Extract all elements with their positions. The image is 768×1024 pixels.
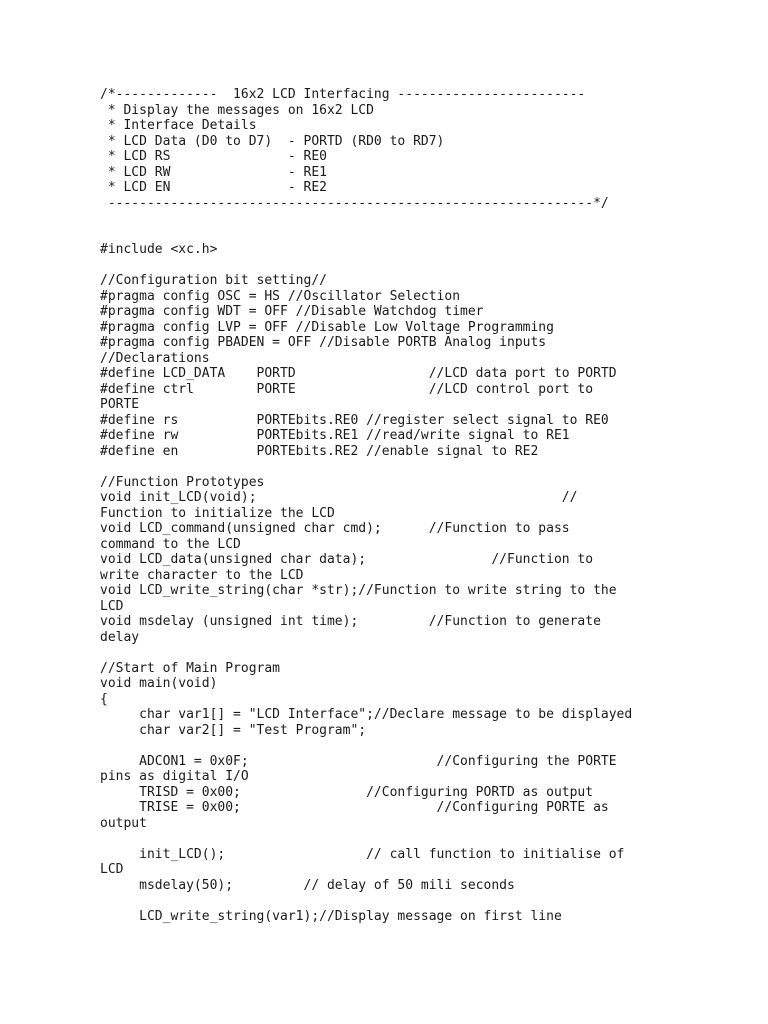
code-line: #pragma config PBADEN = OFF //Disable PORTB Analog inputs [100, 335, 547, 350]
code-line: * Interface Details [100, 118, 257, 133]
code-line: void LCD_data(unsigned char data); //Function to [100, 552, 594, 567]
code-line: #pragma config OSC = HS //Oscillator Selection [100, 288, 461, 304]
code-line: #pragma config WDT = OFF //Disable Watchdog timer [100, 304, 484, 319]
code-line: void main(void) [100, 676, 218, 691]
code-line: * LCD RW - RE1 [100, 164, 327, 180]
code-line: LCD [100, 598, 124, 614]
code-line [100, 258, 740, 274]
code-line: pins as digital I/O [100, 769, 249, 784]
code-line: char var2[] = "Test Program"; [100, 722, 367, 738]
code-line: #define ctrl PORTE //LCD control port to [100, 381, 594, 397]
code-line: /*------------- 16x2 LCD Interfacing ------------------------ [100, 87, 586, 102]
code-line: --------------------------------------------------------------*/ [100, 195, 609, 211]
code-line: //Configuration bit setting// [100, 273, 327, 288]
code-line: //Declarations [100, 350, 210, 366]
code-line: msdelay(50); // delay of 50 mili seconds [100, 877, 515, 893]
code-line: { [100, 691, 108, 707]
code-line: * Display the messages on 16x2 LCD [100, 102, 374, 118]
code-line: TRISE = 0x00; //Configuring PORTE as [100, 800, 609, 815]
code-listing [100, 87, 740, 924]
code-line: void LCD_write_string(char *str);//Function to write string to the [100, 583, 617, 598]
code-line: #define en PORTEbits.RE2 //enable signal to RE2 [100, 443, 539, 459]
code-line [100, 211, 740, 227]
code-line: //Start of Main Program [100, 660, 281, 676]
code-line: PORTE [100, 397, 140, 412]
code-line: LCD_write_string(var1);//Display message on first line [100, 908, 562, 924]
code-line: command to the LCD [100, 536, 241, 552]
code-line: #define rs PORTEbits.RE0 //register select signal to RE0 [100, 412, 609, 428]
code-line: void msdelay (unsigned int time); //Function to generate [100, 614, 601, 629]
code-line: init_LCD(); // call function to initialise of [100, 846, 625, 862]
code-line [100, 227, 740, 243]
code-line: #define rw PORTEbits.RE1 //read/write signal to RE1 [100, 428, 570, 443]
code-line: //Function Prototypes [100, 474, 265, 490]
code-line: #pragma config LVP = OFF //Disable Low Voltage Programming [100, 319, 554, 335]
code-line: void init_LCD(void); // [100, 490, 578, 505]
code-line [100, 459, 740, 475]
code-line: * LCD Data (D0 to D7) - PORTD (RD0 to RD7) [100, 133, 445, 149]
code-line: * LCD EN - RE2 [100, 180, 327, 195]
code-line: #include <xc.h> [100, 242, 218, 257]
code-line [100, 831, 740, 847]
code-line [100, 893, 740, 909]
code-line: Function to initialize the LCD [100, 505, 335, 521]
code-line: TRISD = 0x00; //Configuring PORTD as output [100, 784, 594, 800]
code-line: write character to the LCD [100, 567, 304, 583]
code-line: #define LCD_DATA PORTD //LCD data port to PORTD [100, 366, 617, 381]
code-line: void LCD_command(unsigned char cmd); //Function to pass [100, 521, 570, 536]
code-line: * LCD RS - RE0 [100, 149, 327, 164]
code-line: delay [100, 629, 140, 645]
code-line: ADCON1 = 0x0F; //Configuring the PORTE [100, 753, 617, 769]
code-line: output [100, 815, 147, 831]
code-line: char var1[] = "LCD Interface";//Declare message to be displayed [100, 707, 633, 722]
code-line: LCD [100, 862, 124, 877]
code-line [100, 738, 740, 754]
code-line [100, 645, 740, 661]
